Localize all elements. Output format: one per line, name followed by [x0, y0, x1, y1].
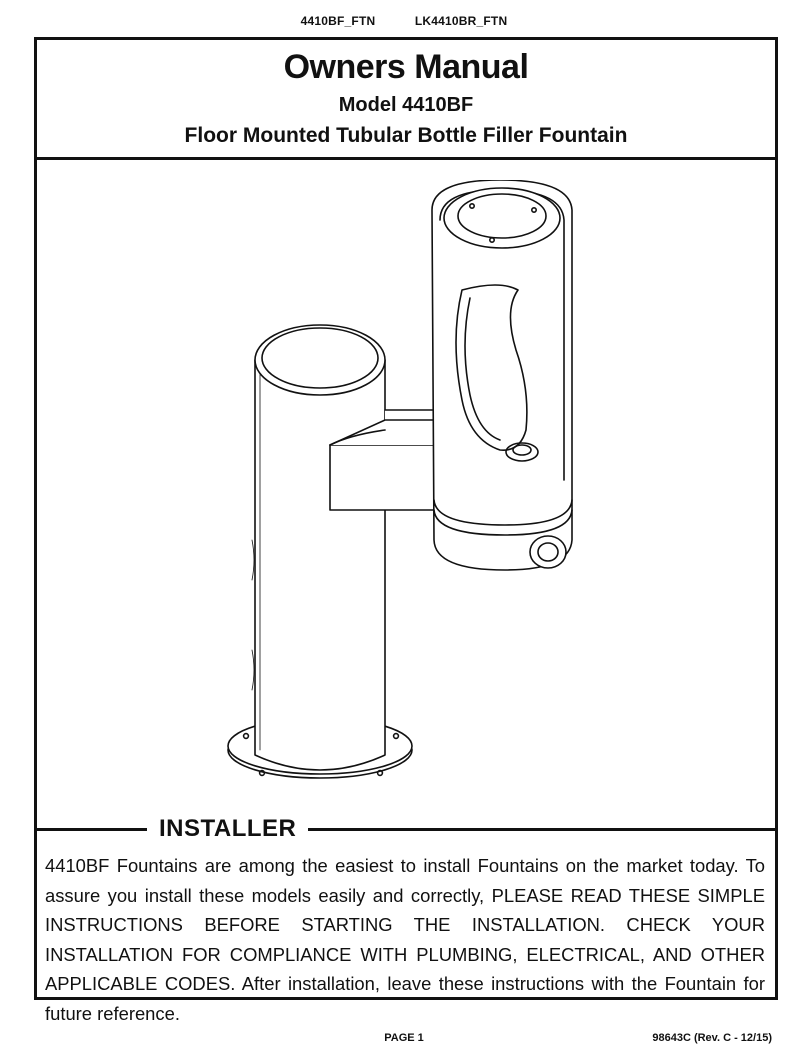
page-title: Owners Manual [283, 48, 529, 86]
title-box [34, 37, 778, 160]
installer-section [34, 815, 778, 1024]
installer-instructions: 4410BF Fountains are among the easiest to install Fountains on the market today. To assure you install these models easily and correctly, PLEASE READ THESE SIMPLE INSTRUCTIONS BEFORE STARTING THE INSTALLATION. CHECK YOUR INSTALLATION FOR COMPLIANCE WITH PLUMBING, ELECTRICAL, AND OTHER APPLICABLE CODES. After installation, leave these instructions with the Fountain for future reference. [45, 855, 765, 1024]
document-codes [0, 14, 808, 28]
installer-heading: INSTALLER [147, 815, 308, 843]
bottle-filler-body [432, 180, 572, 570]
column [252, 325, 385, 770]
fountain-illustration [200, 180, 620, 800]
code-left: 4410BF_FTN [300, 14, 376, 28]
document-number: 98643C (Rev. C - 12/15) [652, 1032, 772, 1044]
page-number: PAGE 1 [384, 1032, 424, 1044]
product-subtitle: Floor Mounted Tubular Bottle Filler Fountain [184, 124, 628, 147]
code-right: LK4410BR_FTN [414, 14, 508, 28]
model-number: Model 4410BF [338, 94, 474, 116]
